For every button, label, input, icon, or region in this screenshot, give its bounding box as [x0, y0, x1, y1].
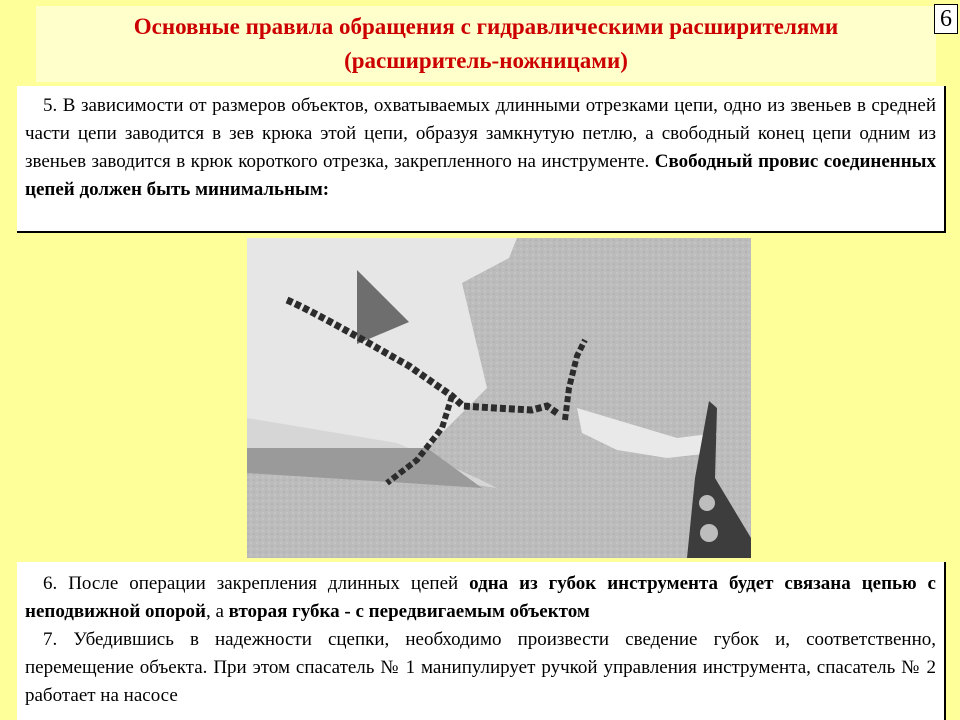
chain-photo	[247, 238, 751, 558]
page-number: 6	[934, 4, 958, 34]
step-6-bold-2: вторая губка - с передвигаемым объектом	[228, 601, 590, 622]
step-5-text-box	[17, 86, 946, 233]
slide-title	[36, 6, 936, 82]
step-6-paragraph	[25, 570, 936, 626]
step-6-text-2: , а	[205, 601, 224, 622]
chain-photo-illustration	[247, 238, 751, 558]
title-line-1: Основные правила обращения с гидравлическими расширителями	[133, 14, 839, 39]
steps-6-7-text-box	[17, 562, 946, 720]
step-5-bold-text: Свободный провис соединенных цепей должен быть минимальным:	[25, 151, 937, 200]
step-5-paragraph	[25, 92, 936, 204]
step-7-paragraph: 7. Убедившись в надежности сцепки, необходимо произвести сведение губок и, соответственно, перемещение объекта. При этом спасатель № 1 манипулирует ручкой управления инструмента, спасатель № 2 работает на насосе	[25, 629, 936, 706]
step-6-bold-1: одна из губок инструмента будет связана цепью с неподвижной опорой	[25, 573, 936, 622]
title-line-2: (расширитель-ножницами)	[344, 48, 628, 73]
step-5-text: 5. В зависимости от размеров объектов, охватываемых длинными отрезками цепи, одно из звеньев в средней части цепи заводится в зев крюка этой цепи, образуя замкнутую петлю, а свободный конец цепи одним из звеньев заводится в крюк короткого отрезка, закрепленного на инструменте.	[25, 95, 936, 172]
step-6-text-1: 6. После операции закрепления длинных цепей	[43, 573, 459, 594]
